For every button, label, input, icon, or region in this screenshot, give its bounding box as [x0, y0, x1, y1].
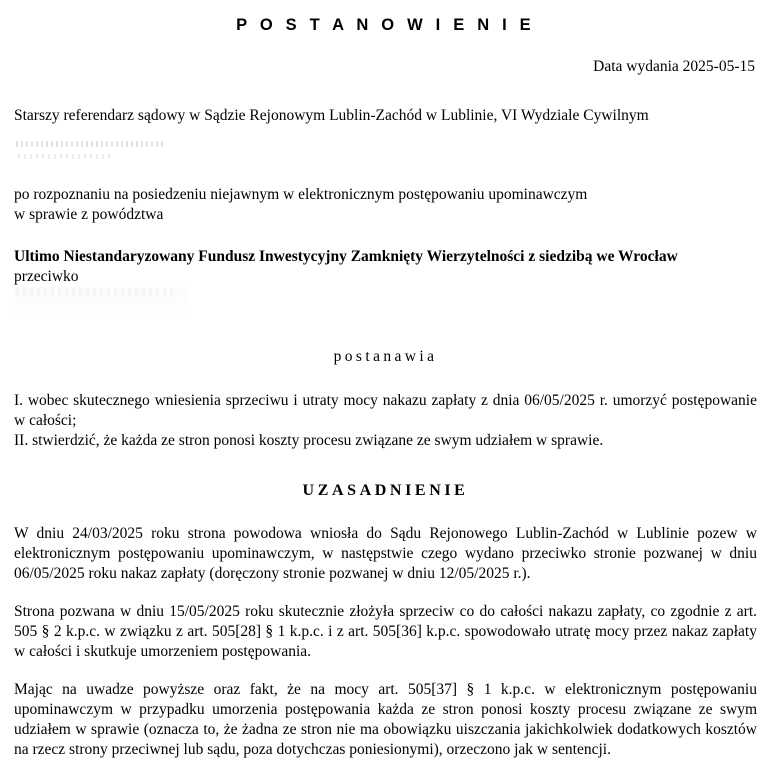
ruling-item-2: II. stwierdzić, że każda ze stron ponosi koszty procesu związane ze swym udziałem w sprawie.	[14, 432, 604, 450]
justification-paragraph-2: Strona pozwana w dniu 15/05/2025 roku skutecznie złożyła sprzeciw co do całości nakazu zapłaty, co zgodnie z art. 505 § 2 k.p.c. w związku z art. 505[28] § 1 k.p.c. i z art. 505[36] k.p.c. spowodowało utratę mocy przez nakaz zapłaty w całości i skutkuje umorzeniem postępowania.	[14, 603, 757, 661]
spacer-before-officer	[14, 76, 757, 106]
spacer-after-justification-heading	[14, 501, 757, 524]
spacer-after-redaction-one	[14, 169, 757, 185]
redacted-officer-name	[14, 135, 184, 169]
redacted-defendant-name	[14, 287, 189, 319]
ruling-item-1: I. wobec skutecznego wniesienia sprzeciwu i utraty mocy nakazu zapłaty z dnia 06/05/2025 r. umorzyć postępowanie w całości;	[14, 392, 757, 430]
plaintiff-name: Ultimo Niestandaryzowany Fundusz Inwestycyjny Zamknięty Wierzytelności z siedzibą we Wrocław	[14, 248, 678, 266]
justification-paragraph-3: Mając na uwadze powyższe oraz fakt, że na mocy art. 505[37] § 1 k.p.c. w elektronicznym postępowaniu upominawczym w przypadku umorzenia postępowania każda ze stron ponosi koszty procesu związane ze swym udziałem w sprawie (oznacza to, że żadna ze stron nie ma obowiązku uiszczania jakichkolwiek dodatkowych kosztów na rzecz strony przeciwnej lub sądu, poza dotychczas poniesionymi), orzeczono jak w sentencji.	[14, 681, 757, 759]
spacer-after-officer	[14, 126, 757, 135]
spacer-before-justification-heading	[14, 451, 757, 481]
proceeding-mode-line-2: w sprawie z powództwa	[14, 206, 164, 224]
page-title: P O S T A N O W I E N I E	[236, 16, 535, 34]
against-label: przeciwko	[14, 268, 79, 286]
spacer-before-party	[14, 225, 757, 247]
justification-paragraph-1: W dniu 24/03/2025 roku strona powodowa wniosła do Sądu Rejonowego Lublin-Zachód w Lublinie pozew w elektronicznym postępowaniu upominawczym, w następstwie czego wydano przeciwko stronie pozwanej w dniu 06/05/2025 roku nakaz zapłaty (doręczony stronie pozwanej w dniu 12/05/2025 r.).	[14, 525, 757, 583]
spacer-after-ruling-heading	[14, 367, 757, 391]
spacer-justification-1-2	[14, 584, 757, 602]
proceeding-mode-line-1: po rozpoznaniu na posiedzeniu niejawnym w elektronicznym postępowaniu upominawczym	[14, 186, 588, 204]
court-officer-line: Starszy referendarz sądowy w Sądzie Rejonowym Lublin-Zachód w Lublinie, VI Wydziale Cywilnym	[14, 107, 649, 125]
justification-heading: UZASADNIENIE	[302, 482, 469, 500]
spacer-justification-2-3	[14, 662, 757, 680]
issue-date-line: Data wydania 2025-05-15	[593, 57, 755, 75]
ruling-heading: postanawia	[333, 348, 438, 366]
spacer-before-ruling-heading	[14, 319, 757, 347]
